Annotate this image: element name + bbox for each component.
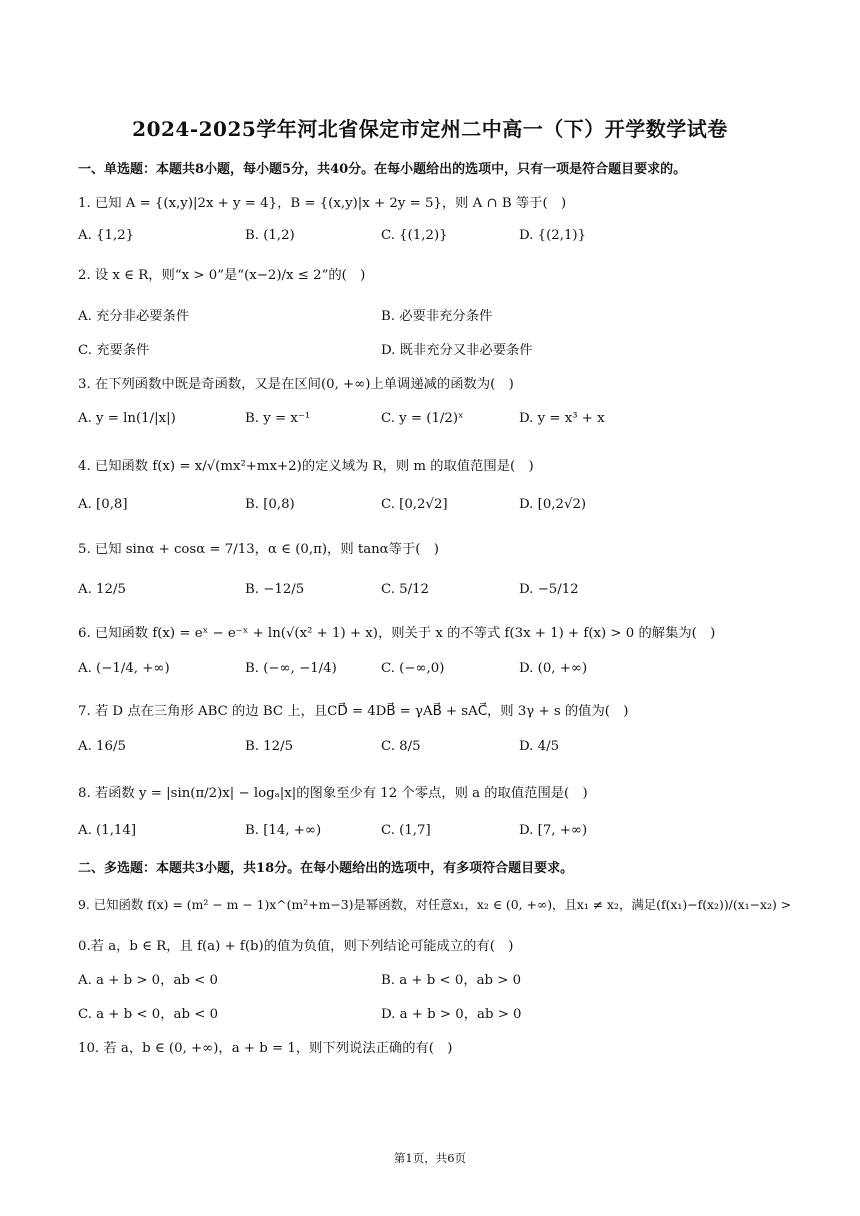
option-d: D. {(2,1)} <box>519 228 587 243</box>
option-d: D. 既非充分又非必要条件 <box>381 343 533 358</box>
question-stem: 10. 若 a，b ∈ (0, +∞)，a + b = 1，则下列说法正确的有( ) <box>78 1041 453 1056</box>
option-c: C. (1,7] <box>381 823 431 838</box>
option-b: B. −12/5 <box>245 582 305 597</box>
option-b: B. [14, +∞) <box>245 823 322 838</box>
option-b: B. y = x⁻¹ <box>245 411 311 426</box>
question-stem: 8. 若函数 y = |sin(π/2)x| − logₐ|x|的图象至少有 12 个零点，则 a 的取值范围是( ) <box>78 786 588 801</box>
option-a: A. (−1/4, +∞) <box>78 661 170 676</box>
option-b: B. a + b < 0，ab > 0 <box>381 973 522 988</box>
question-stem: 6. 已知函数 f(x) = eˣ − e⁻ˣ + ln(√(x² + 1) + x)，则关于 x 的不等式 f(3x + 1) + f(x) > 0 的解集为( ) <box>78 626 716 641</box>
page-footer: 第1页，共6页 <box>393 1151 467 1165</box>
question-stem: 5. 已知 sinα + cosα = 7/13，α ∈ (0,π)，则 tanα等于( ) <box>78 542 439 557</box>
option-d: D. y = x³ + x <box>519 411 605 426</box>
question-stem: 3. 在下列函数中既是奇函数，又是在区间(0, +∞)上单调递减的函数为( ) <box>78 377 514 392</box>
option-c: C. 8/5 <box>381 739 421 754</box>
exam-title: 2024-2025学年河北省保定市定州二中高一（下）开学数学试卷 <box>132 117 728 141</box>
option-a: A. 16/5 <box>78 739 126 754</box>
option-b: B. (−∞, −1/4) <box>245 661 337 676</box>
option-b: B. 12/5 <box>245 739 294 754</box>
option-d: D. a + b > 0，ab > 0 <box>381 1007 522 1022</box>
question-stem: 4. 已知函数 f(x) = x/√(mx²+mx+2)的定义域为 R，则 m 的取值范围是( ) <box>78 459 534 474</box>
option-c: C. y = (1/2)ˣ <box>381 411 464 426</box>
option-d: D. [7, +∞) <box>519 823 588 838</box>
option-c: C. {(1,2)} <box>381 228 448 243</box>
option-c: C. 充要条件 <box>78 343 150 358</box>
option-d: D. [0,2√2) <box>519 497 587 512</box>
section-heading: 二、多选题：本题共3小题，共18分。在每小题给出的选项中，有多项符合题目要求。 <box>78 861 574 876</box>
option-a: A. 充分非必要条件 <box>78 309 190 324</box>
option-b: B. 必要非充分条件 <box>381 309 493 324</box>
option-a: A. [0,8] <box>78 497 128 512</box>
option-b: B. [0,8) <box>245 497 295 512</box>
option-a: A. a + b > 0，ab < 0 <box>78 973 218 988</box>
option-a: A. (1,14] <box>78 823 137 838</box>
option-c: C. 5/12 <box>381 582 430 597</box>
section-heading: 一、单选题：本题共8小题，每小题5分，共40分。在每小题给出的选项中，只有一项是符合题目要求的。 <box>78 162 687 177</box>
option-a: A. y = ln(1/|x|) <box>78 411 176 426</box>
question-stem: 9. 已知函数 f(x) = (m² − m − 1)x^(m²+m−3)是幂函数，对任意x₁，x₂ ∈ (0, +∞)，且x₁ ≠ x₂，满足(f(x₁)−f(x₂))/(x₁−x₂) > <box>78 897 792 912</box>
option-c: C. a + b < 0，ab < 0 <box>78 1007 219 1022</box>
option-c: C. [0,2√2] <box>381 497 448 512</box>
option-c: C. (−∞,0) <box>381 661 445 676</box>
option-a: A. {1,2} <box>78 228 135 243</box>
option-d: D. (0, +∞) <box>519 661 588 676</box>
option-a: A. 12/5 <box>78 582 126 597</box>
question-stem: 7. 若 D 点在三角形 ABC 的边 BC 上，且CD⃗ = 4DB⃗ = γAB⃗ + sAC⃗，则 3γ + s 的值为( ) <box>78 704 629 719</box>
question-stem-continued: 0.若 a，b ∈ R，且 f(a) + f(b)的值为负值，则下列结论可能成立的有( ) <box>78 939 514 954</box>
option-b: B. (1,2) <box>245 228 295 243</box>
question-stem: 1. 已知 A = {(x,y)|2x + y = 4}，B = {(x,y)|x + 2y = 5}，则 A ∩ B 等于( ) <box>78 196 567 211</box>
option-d: D. −5/12 <box>519 582 579 597</box>
option-d: D. 4/5 <box>519 739 560 754</box>
question-stem: 2. 设 x ∈ R，则“x > 0”是“(x−2)/x ≤ 2”的( ) <box>78 268 366 283</box>
